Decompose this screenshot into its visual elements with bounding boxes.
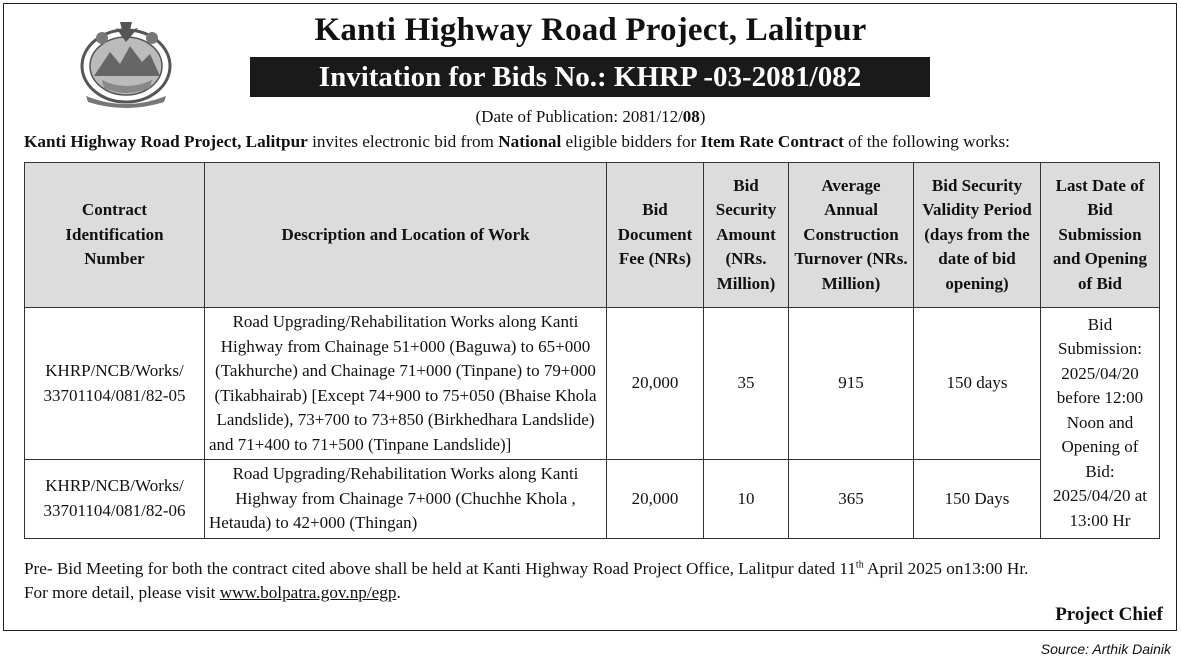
col-validity: Bid Security Validity Period (days from the date of bid opening) (914, 163, 1041, 308)
publication-date: (Date of Publication: 2081/12/08) (475, 107, 706, 126)
col-last-date: Last Date of Bid Submission and Opening of Bid (1041, 163, 1160, 308)
source-credit: Source: Arthik Dainik (1040, 641, 1171, 657)
page-title: Kanti Highway Road Project, Lalitpur (314, 12, 867, 48)
fee-cell: 20,000 (607, 308, 704, 460)
fee-cell: 20,000 (607, 460, 704, 539)
last-date-cell: Bid Submission: 2025/04/20 before 12:00 Noon and Opening of Bid: 2025/04/20 at 13:00 Hr (1041, 308, 1160, 539)
table-row (25, 460, 1160, 539)
turnover-cell: 365 (789, 460, 914, 539)
validity-cell: 150 Days (914, 460, 1041, 539)
col-contract-id: Contract Identification Number (25, 163, 205, 308)
description-cell: Road Upgrading/Rehabilitation Works along Kanti Highway from Chainage 51+000 (Baguwa) to 65+000 (Takhurche) and Chainage 71+000 (Tinpane) to 79+000 (Tikabhairab) [Except 74+900 to 75+050 (Bhaise Khola Landslide), 73+700 to 73+850 (Birkhedhara Landslide) and 71+400 to 71+500 (Tinpane Landslide)] (205, 308, 607, 460)
bids-table (24, 162, 1160, 539)
bolpatra-link[interactable]: www.bolpatra.gov.np/egp (219, 583, 397, 602)
security-cell: 35 (704, 308, 789, 460)
validity-cell: 150 days (914, 308, 1041, 460)
col-bid-security: Bid Security Amount (NRs. Million) (704, 163, 789, 308)
col-turnover: Average Annual Construction Turnover (NRs. Million) (789, 163, 914, 308)
contract-id-cell: KHRP/NCB/Works/ 33701104/081/82-05 (25, 308, 205, 460)
prebid-meeting-note: Pre- Bid Meeting for both the contract cited above shall be held at Kanti Highway Road Project Office, Lalitpur dated 11th April 2025 on13:00 Hr. (24, 559, 1029, 578)
contract-id-cell: KHRP/NCB/Works/ 33701104/081/82-06 (25, 460, 205, 539)
security-cell: 10 (704, 460, 789, 539)
more-detail-note: For more detail, please visit www.bolpatra.gov.np/egp. (24, 583, 401, 602)
col-description: Description and Location of Work (205, 163, 607, 308)
ifb-number-banner: Invitation for Bids No.: KHRP -03-2081/082 (250, 57, 930, 97)
intro-paragraph: Kanti Highway Road Project, Lalitpur invites electronic bid from National eligible bidders for Item Rate Contract of the following works: (24, 132, 1010, 151)
signer-title: Project Chief (1055, 604, 1163, 625)
turnover-cell: 915 (789, 308, 914, 460)
col-bid-fee: Bid Document Fee (NRs) (607, 163, 704, 308)
table-header-row (25, 163, 1160, 308)
description-cell: Road Upgrading/Rehabilitation Works along Kanti Highway from Chainage 7+000 (Chuchhe Khola , Hetauda) to 42+000 (Thingan) (205, 460, 607, 539)
table-row (25, 308, 1160, 460)
